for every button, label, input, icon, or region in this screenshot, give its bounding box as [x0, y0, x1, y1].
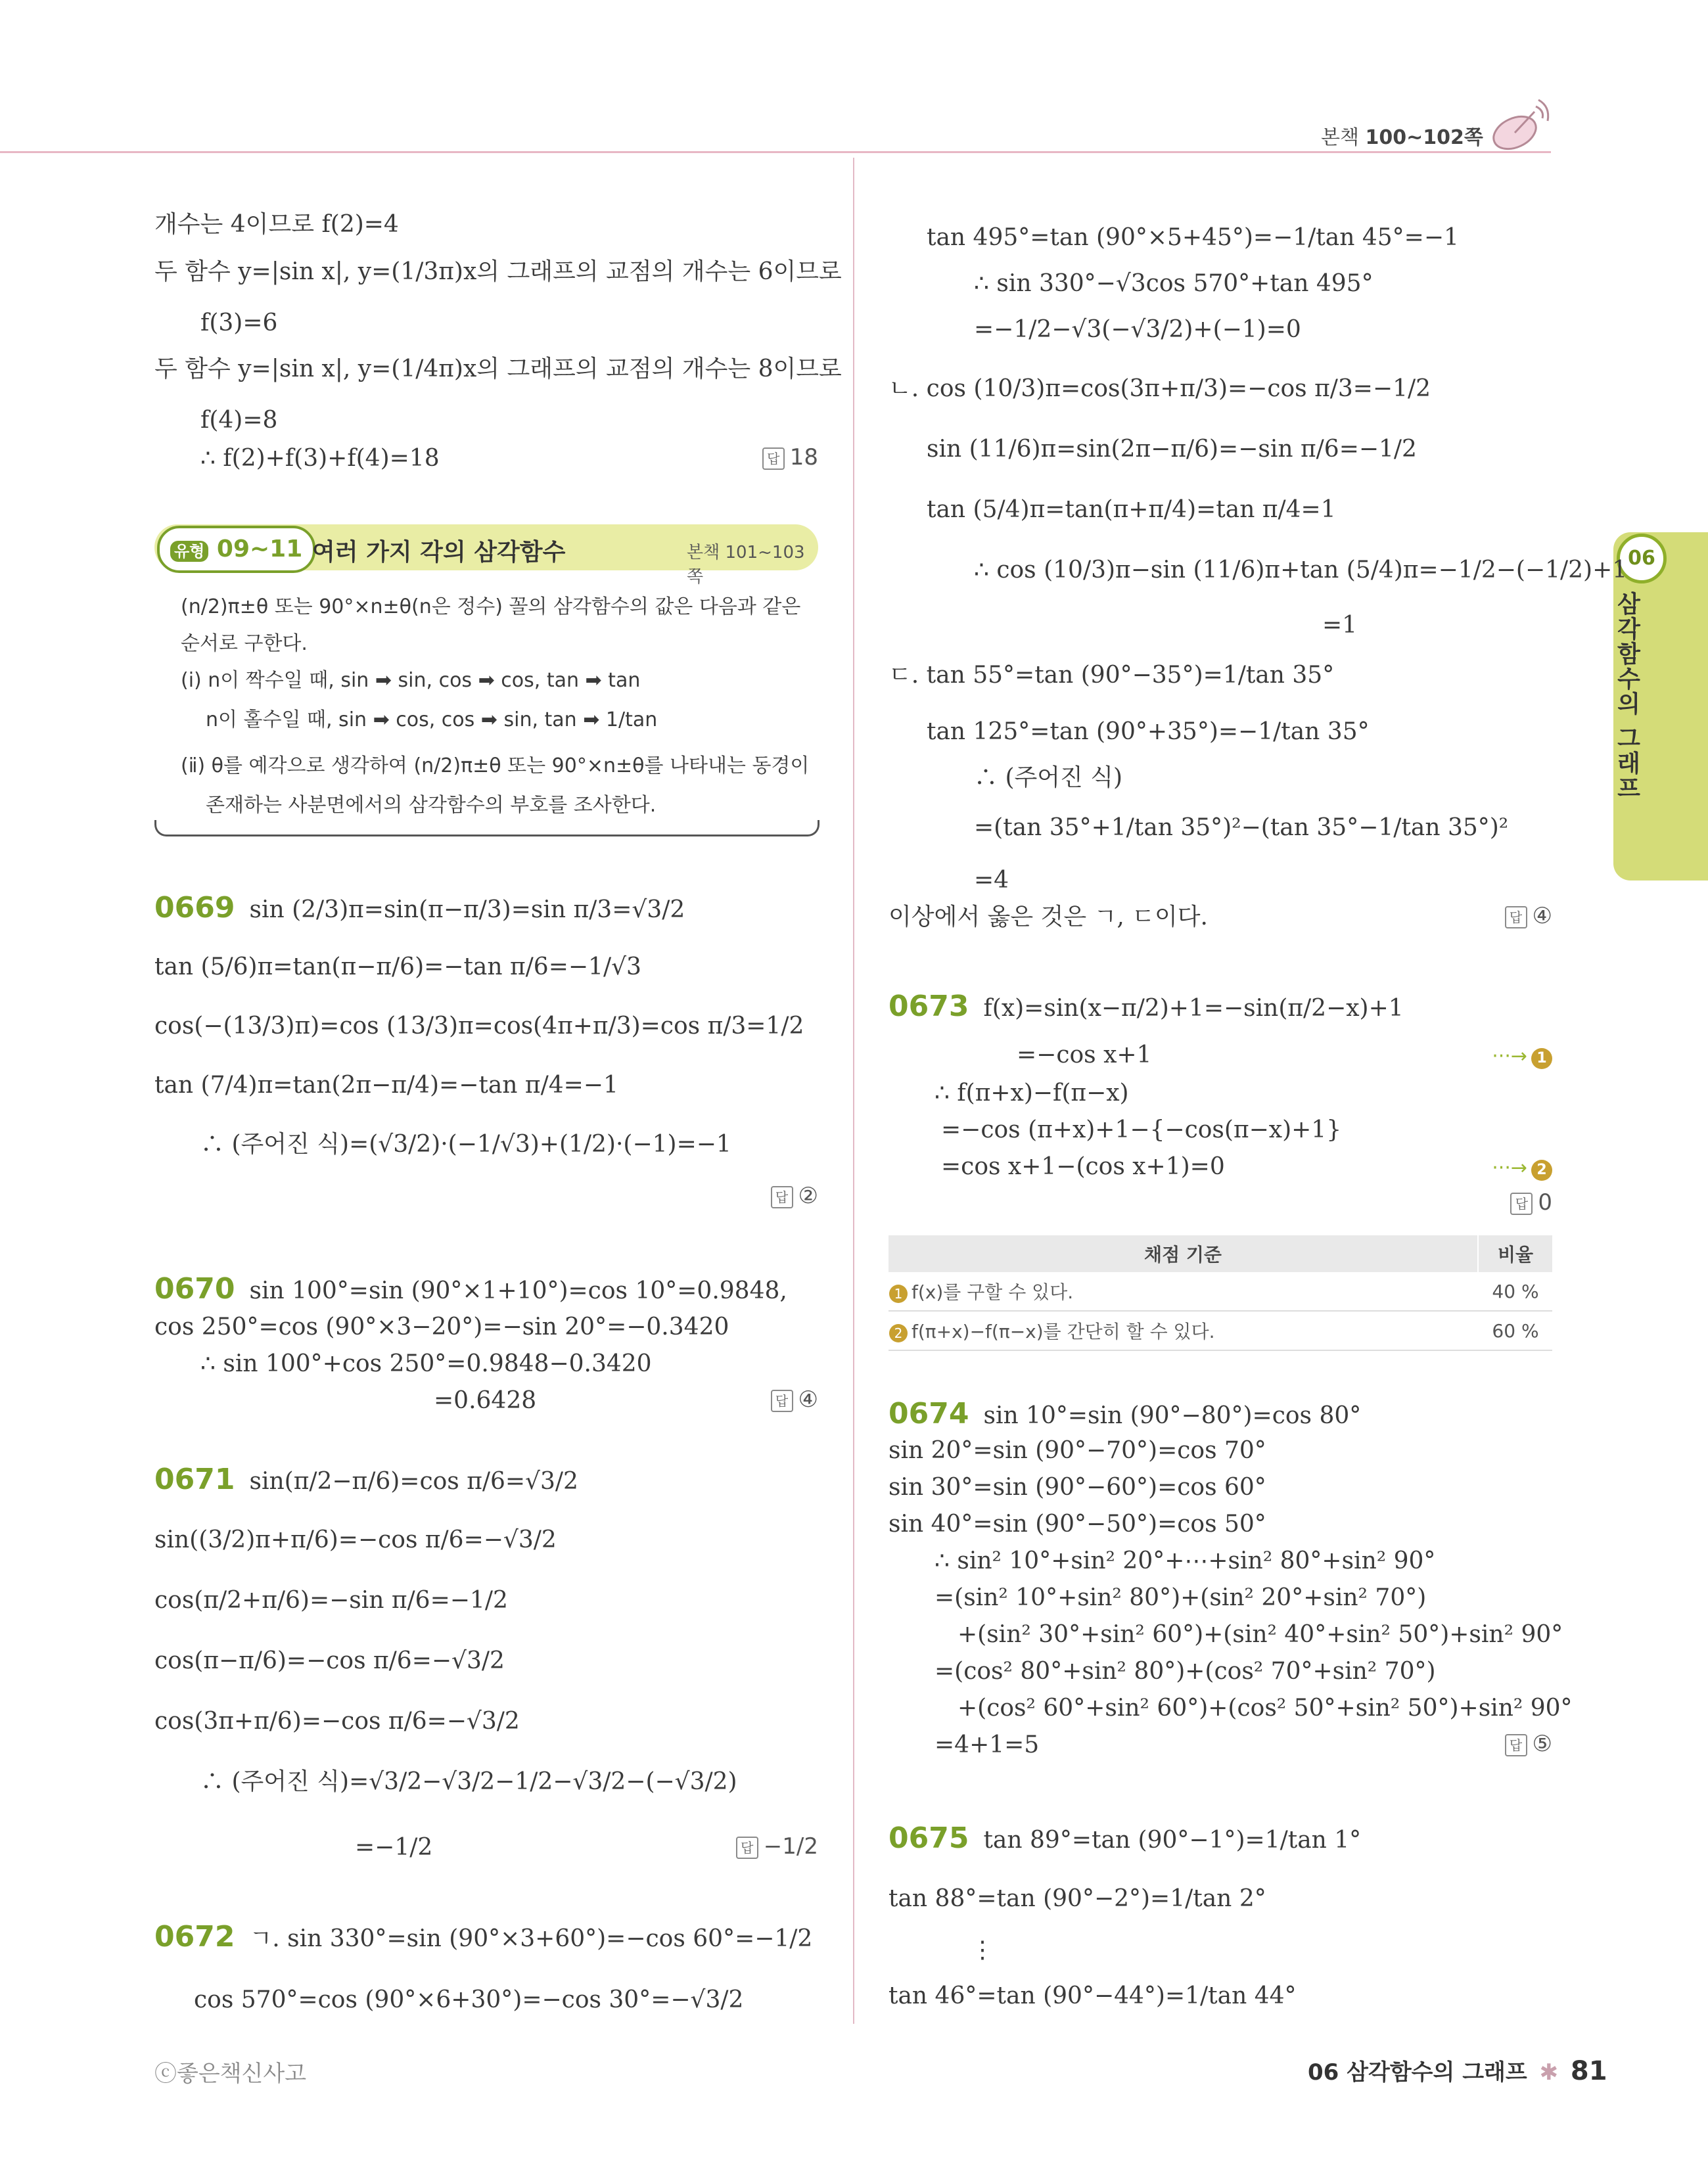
problem-0669-line: 0669 sin (2/3)π=sin(π−π/3)=sin π/3=√3/2 — [154, 891, 685, 925]
text-line: 두 함수 y=|sin x|, y=(1/4π)x의 그래프의 교점의 개수는 8이므로 — [154, 355, 842, 382]
text-line: tan (5/4)π=tan(π+π/4)=tan π/4=1 — [927, 496, 1336, 523]
scoring-ratio: 60 % — [1478, 1311, 1552, 1350]
chapter-number-badge: 06 — [1617, 534, 1667, 583]
text-line: f(3)=6 — [200, 309, 278, 336]
text-line: ∴ (주어진 식)=√3/2−√3/2−1/2−√3/2−(−√3/2) — [200, 1768, 737, 1795]
text-line: cos(π−π/6)=−cos π/6=−√3/2 — [154, 1647, 505, 1674]
type-line: (ⅱ) θ를 예각으로 생각하여 (n/2)π±θ 또는 90°×n±θ를 나타내는 동경이 — [181, 754, 810, 777]
text-line: 이상에서 옳은 것은 ㄱ, ㄷ이다. — [889, 904, 1208, 930]
text-line: =(cos² 80°+sin² 80°)+(cos² 70°+sin² 70°) — [935, 1658, 1436, 1685]
scoring-table — [889, 1235, 1552, 1351]
scoring-ratio: 40 % — [1478, 1272, 1552, 1311]
text-line: =0.6428 — [434, 1387, 537, 1414]
answer-label: 답 ⑤ — [1505, 1731, 1552, 1757]
text-line: ∴ sin² 10°+sin² 20°+⋯+sin² 80°+sin² 90° — [935, 1547, 1436, 1574]
type-line: (n/2)π±θ 또는 90°×n±θ(n은 정수) 꼴의 삼각함수의 값은 다음과 같은 — [181, 595, 801, 618]
problem-0672-line: 0672 ㄱ. sin 330°=sin (90°×3+60°)=−cos 60°=−1/2 — [154, 1920, 813, 1954]
text-line: cos(3π+π/6)=−cos π/6=−√3/2 — [154, 1708, 520, 1735]
answer-icon: 답 — [1510, 1193, 1533, 1215]
text-line: +(cos² 60°+sin² 60°)+(cos² 50°+sin² 50°)+sin² 90° — [958, 1695, 1573, 1722]
problem-number: 0673 — [889, 990, 969, 1023]
answer-icon: 답 — [1505, 906, 1527, 928]
text-line: tan 46°=tan (90°−44°)=1/tan 44° — [889, 1982, 1297, 2009]
chapter-title-vertical: 삼각함수의 그래프 — [1613, 591, 1640, 801]
text-line: =−1/2 — [355, 1834, 433, 1861]
text-line: tan (7/4)π=tan(2π−π/4)=−tan π/4=−1 — [154, 1072, 618, 1099]
scoring-criterion: 2 f(π+x)−f(π−x)를 간단히 할 수 있다. — [889, 1311, 1478, 1350]
text-line: ∴ (주어진 식)=(√3/2)·(−1/√3)+(1/2)·(−1)=−1 — [200, 1131, 731, 1158]
text-line: ⋮ — [971, 1936, 994, 1963]
text-line: =1 — [1322, 612, 1358, 639]
text-line: =(sin² 10°+sin² 80°)+(sin² 20°+sin² 70°) — [935, 1584, 1427, 1611]
answer-icon: 답 — [771, 1186, 793, 1208]
problem-0674-line: 0674 sin 10°=sin (90°−80°)=cos 80° — [889, 1397, 1362, 1430]
type-line: 순서로 구한다. — [181, 632, 308, 655]
text-line: =4 — [974, 867, 1009, 894]
publisher-credit: ⓒ좋은책신사고 — [154, 2061, 307, 2087]
text-line: sin((3/2)π+π/6)=−cos π/6=−√3/2 — [154, 1526, 557, 1553]
text-line: =−cos x+1 — [1017, 1041, 1152, 1068]
text-line: =(tan 35°+1/tan 35°)²−(tan 35°−1/tan 35°)² — [974, 814, 1509, 841]
page-number: 81 — [1570, 2056, 1607, 2086]
type-badge: 유형 09~11 — [157, 526, 315, 573]
text-line: cos 570°=cos (90°×6+30°)=−cos 30°=−√3/2 — [194, 1986, 744, 2013]
problem-0670-line: 0670 sin 100°=sin (90°×1+10°)=cos 10°=0.9848, — [154, 1272, 787, 1306]
type-ref: 본책 101~103쪽 — [687, 543, 805, 587]
problem-number: 0672 — [154, 1920, 235, 1954]
type-line: n이 홀수일 때, sin ➡ cos, cos ➡ sin, tan ➡ 1/tan — [206, 708, 658, 731]
footer-star-icon: ✱ — [1539, 2059, 1559, 2086]
header-rule-left — [0, 151, 854, 153]
step-marker: ···→ 1 — [1492, 1045, 1552, 1069]
answer-icon: 답 — [736, 1837, 758, 1859]
answer-label: 답 0 — [1510, 1189, 1552, 1216]
answer-label: 답 18 — [762, 444, 818, 470]
text-line: =−cos (π+x)+1−{−cos(π−x)+1} — [941, 1116, 1342, 1143]
step-marker: ···→ 2 — [1492, 1156, 1552, 1181]
footer-chapter: 06 삼각함수의 그래프 ✱ 81 — [1308, 2056, 1607, 2086]
problem-0671-line: 0671 sin(π/2−π/6)=cos π/6=√3/2 — [154, 1463, 578, 1496]
text-line: sin 30°=sin (90°−60°)=cos 60° — [889, 1474, 1266, 1501]
page-reference: 본책 100~102쪽 — [1321, 126, 1483, 149]
text-line: =cos x+1−(cos x+1)=0 — [941, 1153, 1225, 1180]
text-line: 두 함수 y=|sin x|, y=(1/3π)x의 그래프의 교점의 개수는 6이므로 — [154, 258, 842, 285]
text-line: ∴ f(2)+f(3)+f(4)=18 — [200, 445, 440, 472]
text-line: cos(−(13/3)π)=cos (13/3)π=cos(4π+π/3)=cos π/3=1/2 — [154, 1013, 804, 1040]
scoring-header-ratio: 비율 — [1478, 1235, 1552, 1272]
problem-number: 0675 — [889, 1821, 969, 1855]
text-line: ∴ sin 100°+cos 250°=0.9848−0.3420 — [200, 1350, 652, 1377]
text-line: cos(π/2+π/6)=−sin π/6=−1/2 — [154, 1587, 508, 1614]
type-title: 여러 가지 각의 삼각함수 — [312, 539, 566, 566]
text-line: sin (11/6)π=sin(2π−π/6)=−sin π/6=−1/2 — [927, 436, 1417, 463]
type-line: 존재하는 사분면에서의 삼각함수의 부호를 조사한다. — [206, 794, 657, 817]
problem-0673-line: 0673 f(x)=sin(x−π/2)+1=−sin(π/2−x)+1 — [889, 990, 1404, 1023]
scoring-criterion: 1 f(x)를 구할 수 있다. — [889, 1272, 1478, 1311]
answer-icon: 답 — [771, 1390, 793, 1412]
problem-number: 0669 — [154, 891, 235, 925]
answer-label: 답 −1/2 — [736, 1833, 818, 1860]
text-line: ∴ cos (10/3)π−sin (11/6)π+tan (5/4)π=−1/2−(−1/2)+1 — [974, 557, 1628, 583]
text-line: ㄷ. tan 55°=tan (90°−35°)=1/tan 35° — [889, 662, 1335, 689]
text-line: tan 125°=tan (90°+35°)=−1/tan 35° — [927, 718, 1370, 745]
type-box-bracket — [154, 820, 819, 836]
answer-label: 답 ④ — [771, 1386, 818, 1413]
text-line: sin 20°=sin (90°−70°)=cos 70° — [889, 1437, 1266, 1464]
text-line: tan 88°=tan (90°−2°)=1/tan 2° — [889, 1885, 1266, 1912]
header-rule-right — [854, 151, 1551, 153]
text-line: =4+1=5 — [935, 1731, 1040, 1758]
table-row — [889, 1311, 1552, 1350]
text-line: f(4)=8 — [200, 407, 278, 434]
answer-icon: 답 — [762, 447, 785, 470]
scoring-header-criteria: 채점 기준 — [889, 1235, 1478, 1272]
table-row — [889, 1272, 1552, 1311]
problem-number: 0674 — [889, 1397, 969, 1430]
type-box — [154, 524, 818, 866]
answer-icon: 답 — [1505, 1734, 1527, 1756]
text-line: tan (5/6)π=tan(π−π/6)=−tan π/6=−1/√3 — [154, 953, 641, 980]
type-line: (ⅰ) n이 짝수일 때, sin ➡ sin, cos ➡ cos, tan ➡ tan — [181, 669, 641, 692]
problem-number: 0671 — [154, 1463, 235, 1496]
text-line: sin 40°=sin (90°−50°)=cos 50° — [889, 1511, 1266, 1538]
answer-label: 답 ② — [771, 1183, 818, 1209]
text-line: ∴ sin 330°−√3cos 570°+tan 495° — [974, 270, 1373, 297]
text-line: =−1/2−√3(−√3/2)+(−1)=0 — [974, 316, 1301, 343]
column-divider — [853, 158, 854, 2024]
satellite-icon — [1482, 92, 1554, 158]
text-line: ∴ (주어진 식) — [974, 764, 1123, 791]
text-line: ㄴ. cos (10/3)π=cos(3π+π/3)=−cos π/3=−1/2 — [889, 375, 1431, 402]
text-line: ∴ f(π+x)−f(π−x) — [935, 1080, 1129, 1107]
problem-number: 0670 — [154, 1272, 235, 1306]
answer-label: 답 ④ — [1505, 903, 1552, 929]
text-line: +(sin² 30°+sin² 60°)+(sin² 40°+sin² 50°)+sin² 90° — [958, 1621, 1563, 1648]
text-line: tan 495°=tan (90°×5+45°)=−1/tan 45°=−1 — [927, 224, 1459, 251]
text-line: 개수는 4이므로 f(2)=4 — [154, 211, 399, 238]
text-line: cos 250°=cos (90°×3−20°)=−sin 20°=−0.3420 — [154, 1314, 729, 1340]
problem-0675-line: 0675 tan 89°=tan (90°−1°)=1/tan 1° — [889, 1821, 1362, 1855]
